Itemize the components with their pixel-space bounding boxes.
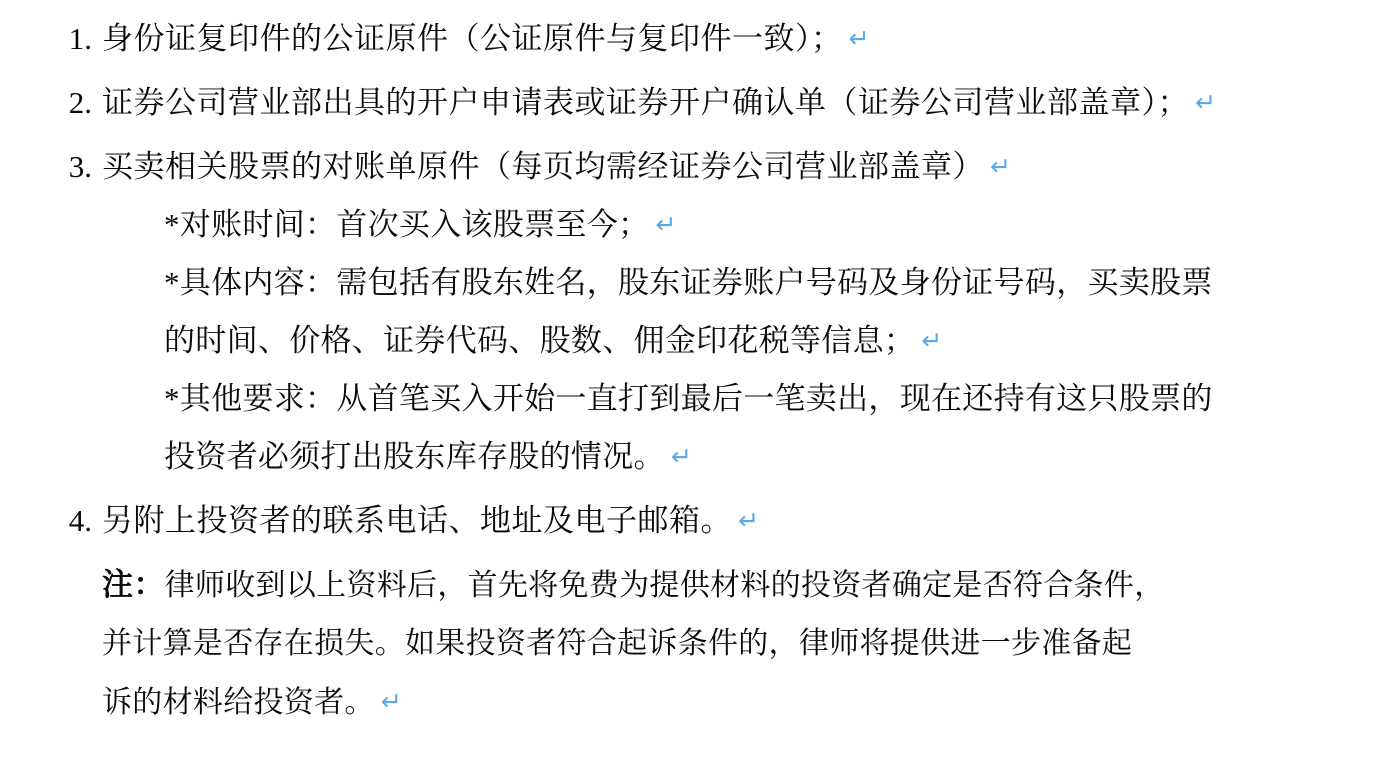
note-label: 注	[102, 567, 134, 602]
sub-requirement-text: *具体内容：需包括有股东姓名，股东证券账户号码及身份证号码，买卖股票	[164, 265, 1213, 300]
paragraph-mark-icon: ↵	[738, 506, 760, 535]
note-text: 诉的材料给投资者。	[102, 686, 375, 719]
sub-requirement-line	[164, 370, 1350, 428]
list-item	[40, 10, 1350, 68]
sub-requirement-line	[164, 196, 1350, 254]
sub-requirement	[102, 370, 1350, 486]
paragraph-mark-icon: ↵	[1195, 88, 1217, 117]
paragraph-mark-icon: ↵	[655, 210, 677, 239]
sub-requirement-text: 的时间、价格、证券代码、股数、佣金印花税等信息；	[164, 323, 916, 358]
note-section	[40, 556, 1350, 732]
list-item-number: 2.	[68, 85, 92, 120]
note-line	[102, 673, 1350, 732]
requirements-list	[40, 10, 1350, 550]
sub-requirement	[102, 254, 1350, 370]
paragraph-mark-icon: ↵	[921, 326, 943, 355]
note-line	[102, 615, 1350, 673]
list-item-number: 4.	[68, 503, 92, 538]
list-item-text: 证券公司营业部出具的开户申请表或证券开户确认单（证券公司营业部盖章）；	[102, 85, 1189, 120]
paragraph-mark-icon: ↵	[380, 687, 402, 716]
sub-requirement-text: 投资者必须打出股东库存股的情况。	[164, 439, 665, 474]
list-item-text: 另附上投资者的联系电话、地址及电子邮箱。	[102, 503, 732, 538]
list-item	[40, 74, 1350, 132]
list-item-number: 3.	[68, 149, 92, 184]
list-item-number: 1.	[68, 21, 92, 56]
sub-requirement	[102, 196, 1350, 254]
list-item	[40, 138, 1350, 486]
sub-requirement-line	[164, 428, 1350, 486]
sub-requirement-text: *对账时间：首次买入该股票至今；	[164, 207, 650, 242]
list-item-text-row	[102, 74, 1350, 132]
note-text: 并计算是否存在损失。如果投资者符合起诉条件的，律师将提供进一步准备起	[102, 627, 1133, 660]
note-first-line	[102, 556, 1350, 615]
note-text: 律师收到以上资料后，首先将免费为提供材料的投资者确定是否符合条件，	[164, 569, 1165, 602]
list-item-text-row	[102, 10, 1350, 68]
list-item-text-row	[102, 138, 1350, 196]
sub-requirement-text: *其他要求：从首笔买入开始一直打到最后一笔卖出，现在还持有这只股票的	[164, 381, 1213, 416]
sub-requirement-line	[164, 254, 1350, 312]
list-item-text-row	[102, 492, 1350, 550]
paragraph-mark-icon: ↵	[670, 442, 693, 471]
list-item	[40, 492, 1350, 550]
list-item-text: 身份证复印件的公证原件（公证原件与复印件一致）；	[102, 21, 843, 56]
list-item-text: 买卖相关股票的对账单原件（每页均需经证券公司营业部盖章）	[102, 149, 984, 184]
note-separator: ：	[133, 567, 165, 602]
paragraph-mark-icon: ↵	[848, 24, 870, 53]
sub-requirement-line	[164, 312, 1350, 370]
paragraph-mark-icon: ↵	[990, 152, 1012, 181]
